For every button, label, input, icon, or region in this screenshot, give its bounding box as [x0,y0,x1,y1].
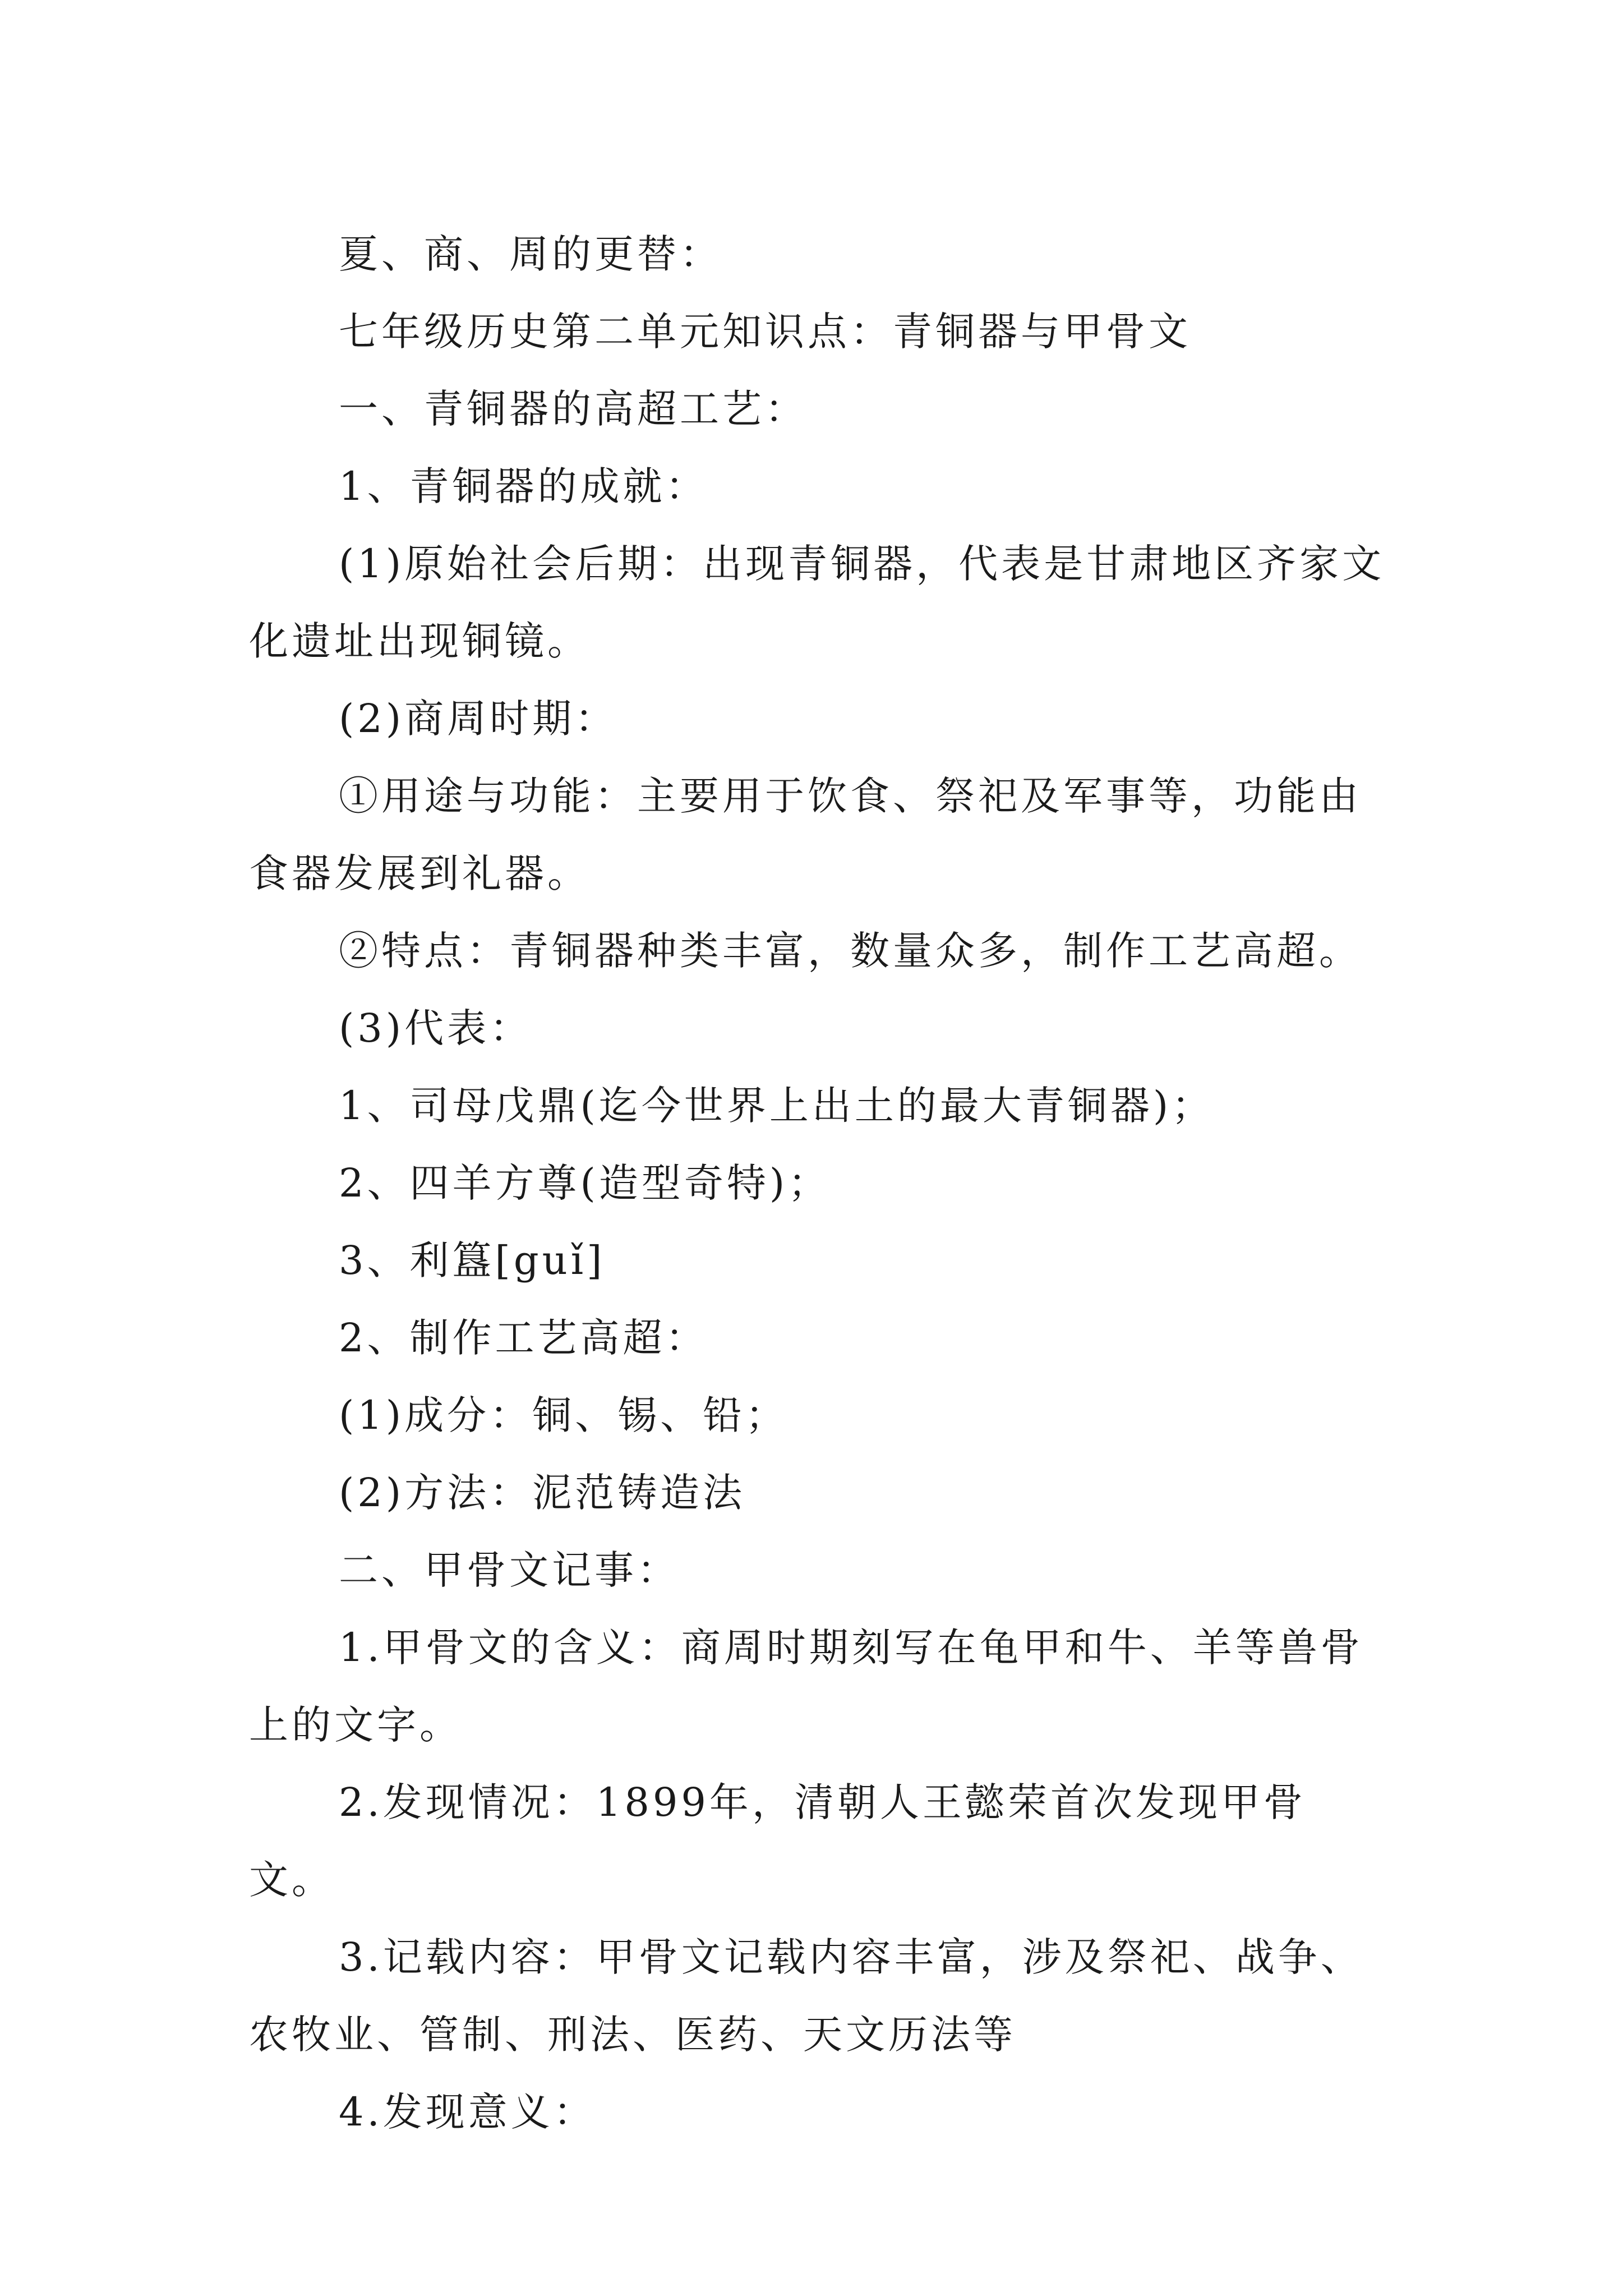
paragraph-oracle-discovery: 2.发现情况：1899年，清朝人王懿荣首次发现甲骨文。 [249,1779,1306,1903]
paragraph-primitive-society: (1)原始社会后期：出现青铜器，代表是甘肃地区齐家文化遗址出现铜镜。 [249,541,1385,664]
list-item-simuwu-ding: 1、司母戊鼎(迄今世界上出土的最大青铜器)； [339,1083,1215,1129]
paragraph-representatives: (3)代表： [339,1005,533,1051]
paragraph-composition: (1)成分：铜、锡、铅； [339,1392,789,1438]
paragraph-usage-function: ①用途与功能：主要用于饮食、祭祀及军事等，功能由食器发展到礼器。 [249,773,1362,896]
heading-bronze-achievement: 1、青铜器的成就： [339,463,708,509]
paragraph-oracle-meaning: 1.甲骨文的含义：商周时期刻写在龟甲和牛、羊等兽骨上的文字。 [249,1625,1363,1748]
list-item-siyang-fangzun: 2、四羊方尊(造型奇特)； [339,1160,831,1206]
paragraph-unit-title: 七年级历史第二单元知识点：青铜器与甲骨文 [339,309,1191,355]
paragraph-features: ②特点：青铜器种类丰富，数量众多，制作工艺高超。 [339,928,1362,974]
heading-oracle-bone: 二、甲骨文记事： [339,1547,680,1593]
paragraph-oracle-significance: 4.发现意义： [339,2089,596,2135]
paragraph-method: (2)方法：泥范铸造法 [339,1470,746,1516]
heading-bronze-craft: 一、青铜器的高超工艺： [339,386,808,432]
list-item-li-gui: 3、利簋[guǐ] [339,1237,606,1283]
document-body [249,215,1387,2151]
heading-craft-superb: 2、制作工艺高超： [339,1315,708,1361]
paragraph-xia-shang-zhou: 夏、商、周的更替： [339,231,722,277]
paragraph-oracle-content: 3.记载内容：甲骨文记载内容丰富，涉及祭祀、战争、农牧业、管制、刑法、医药、天文历法等 [249,1934,1363,2058]
paragraph-shang-zhou-period: (2)商周时期： [339,696,618,742]
